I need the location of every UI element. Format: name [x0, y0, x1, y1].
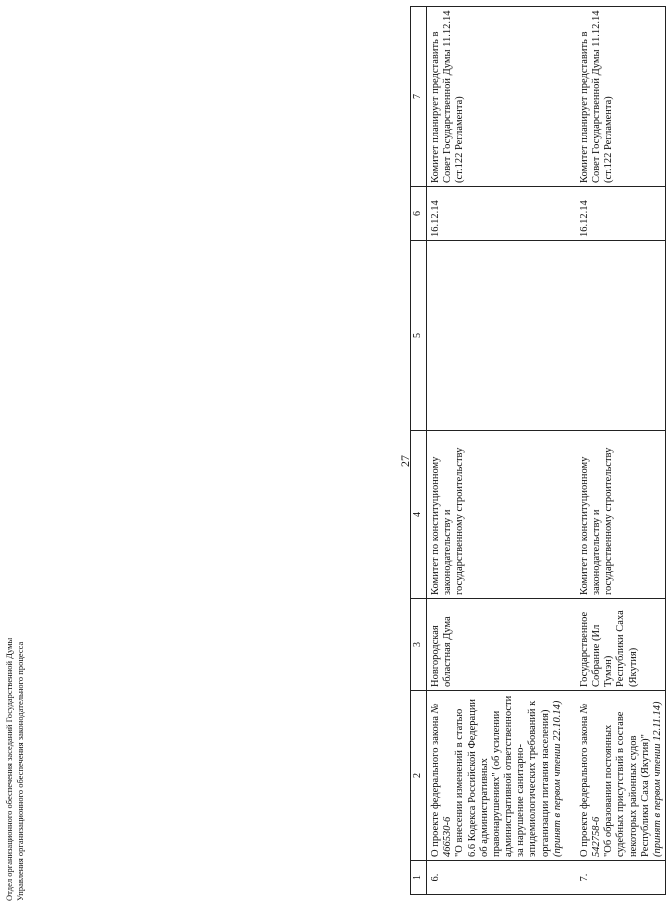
page-number: 27 [398, 455, 412, 467]
initiator: Государственное Собрание (Ил Тумэн) Республики Саха (Якутия) [565, 599, 666, 691]
committee: Комитет по конституционному законодательству и государственному строительству [565, 431, 666, 599]
table-row [565, 7, 666, 895]
column-header: 6 [411, 187, 427, 241]
bill-number: № 542758-6 [578, 703, 603, 857]
table-header-row [411, 7, 427, 895]
bill-description [427, 691, 565, 861]
reading-note: (принят в первом чтении 12.11.14) [651, 701, 663, 857]
bill-title: "О внесении изменений в статью 6.6 Кодекса Российской Федерации об административных правонарушениях" (об усилении административной ответственности за нарушение санитарно-эпидемиологических требований к организации питания населения) [454, 695, 551, 857]
date: 16.12.14 [427, 187, 565, 241]
empty-cell [565, 241, 666, 431]
column-header: 3 [411, 599, 427, 691]
remark: Комитет планирует представить в Совет Государственной Думы 11.12.14 (ст.122 Регламента) [565, 7, 666, 187]
table-row [427, 7, 565, 895]
bill-prefix: О проекте федерального закона [578, 713, 590, 857]
column-header: 7 [411, 7, 427, 187]
column-header: 5 [411, 241, 427, 431]
remark: Комитет планирует представить в Совет Государственной Думы 11.12.14 (ст.122 Регламента) [427, 7, 565, 187]
reading-note: (принят в первом чтении 22.10.14) [551, 700, 563, 857]
column-header: 2 [411, 691, 427, 861]
row-number: 6. [427, 861, 565, 895]
bill-number: № 466530-6 [430, 703, 454, 857]
bills-table [410, 6, 666, 895]
row-number: 7. [565, 861, 666, 895]
footer-line: Отдел организационного обеспечения заседаний Государственной Думы [4, 637, 14, 901]
committee: Комитет по конституционному законодательству и государственному строительству [427, 431, 565, 599]
bill-title: "Об образовании постоянных судебных присутствий в составе некоторых районных судов Республики Саха (Якутия)" [603, 711, 651, 857]
empty-cell [427, 241, 565, 431]
footer [4, 501, 26, 901]
footer-line: Управления организационного обеспечения законодательного процесса [15, 641, 26, 901]
column-header: 1 [411, 861, 427, 895]
column-header: 4 [411, 431, 427, 599]
bill-description [565, 691, 666, 861]
bill-prefix: О проекте федерального закона [430, 713, 441, 857]
date: 16.12.14 [565, 187, 666, 241]
initiator: Новгородская областная Дума [427, 599, 565, 691]
